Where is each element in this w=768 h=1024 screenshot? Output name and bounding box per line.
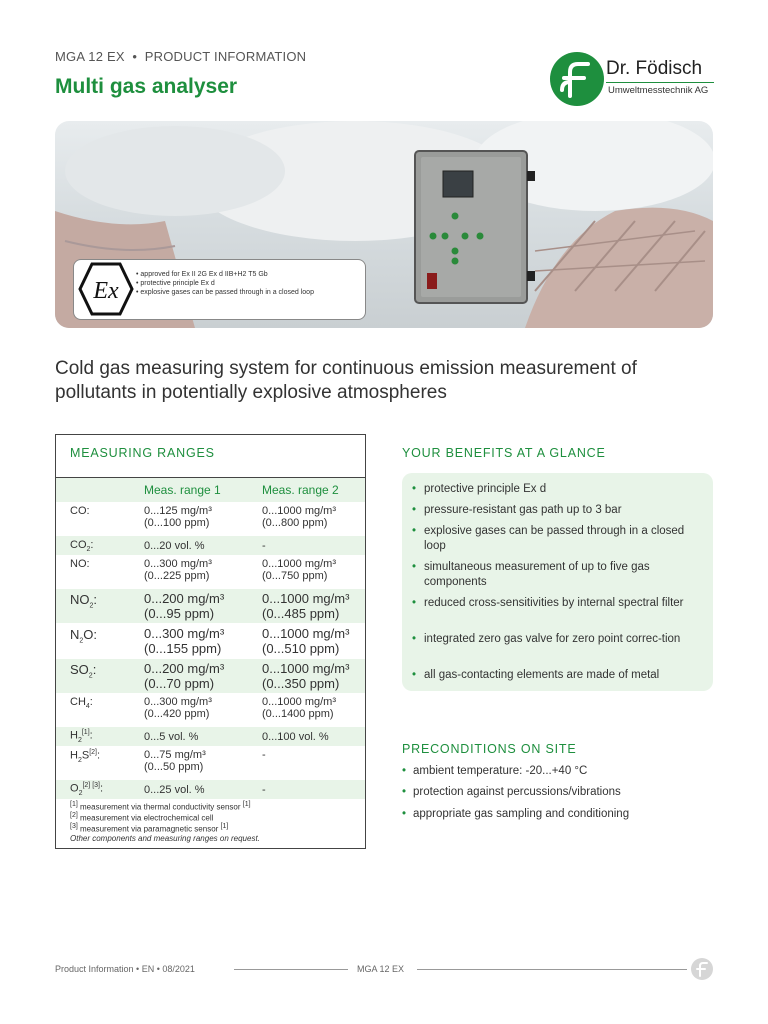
table-row: $O_2[2] [3]$: 0...25 vol. % -: [56, 780, 365, 799]
measuring-ranges-heading: MEASURING RANGES: [70, 446, 215, 460]
table-row: $H_2[1]$: 0...5 vol. % 0...100 vol. %: [56, 727, 365, 746]
precondition-item: • protection against percussions/vibrations: [402, 786, 621, 798]
logo-subtitle: Umweltmesstechnik AG: [608, 85, 709, 96]
ex-item: • explosive gases can be passed through in a closed loop: [136, 289, 314, 296]
ex-hexagon-icon: [78, 262, 134, 316]
precondition-item: • ambient temperature: -20...+40 °C: [402, 765, 588, 777]
footnote: [2] measurement via electrochemical cell: [70, 812, 214, 823]
logo-name: Dr. Födisch: [606, 58, 703, 79]
category: PRODUCT INFORMATION: [144, 49, 307, 64]
column-header-range2: Meas. range 2: [262, 483, 339, 497]
footer-logo-icon: [691, 958, 713, 980]
logo-rule: [606, 82, 714, 83]
table-row: $CH_4$: 0...300 mg/m³ (0...420 ppm) 0...1000 mg/m³ (0...1400 ppm): [70, 696, 336, 720]
footer-product: MGA 12 EX: [357, 964, 405, 974]
column-header-range1: Meas. range 1: [144, 483, 221, 497]
benefits-heading: YOUR BENEFITS AT A GLANCE: [402, 446, 606, 460]
benefit-item: • pressure-resistant gas path up to 3 bar: [412, 504, 622, 516]
preconditions-heading: PRECONDITIONS ON SITE: [402, 742, 577, 756]
table-row: $NO_2$: 0...200 mg/m³ (0...95 ppm) 0...1000 mg/m³ (0...485 ppm): [56, 589, 365, 623]
benefit-item: • simultaneous measurement of up to five gas components: [412, 561, 650, 588]
benefit-item: • integrated zero gas valve for zero point correc-tion: [412, 633, 681, 645]
table-row: CO: 0...125 mg/m³ (0...100 ppm) 0...1000 mg/m³ (0...800 ppm): [70, 505, 336, 529]
ex-certification-box: [73, 259, 366, 320]
table-row: $SO_2$: 0...200 mg/m³ (0...70 ppm) 0...1000 mg/m³ (0...350 ppm): [56, 659, 365, 693]
footnote: Other components and measuring ranges on request.: [70, 834, 260, 843]
table-row: $N_2O$: 0...300 mg/m³ (0...155 ppm) 0...1000 mg/m³ (0...510 ppm): [70, 626, 350, 656]
footer-info: Product Information • EN • 08/2021: [55, 964, 195, 974]
measuring-ranges-table: [55, 434, 366, 849]
page-title: Multi gas analyser: [55, 75, 238, 98]
benefit-item: • all gas-contacting elements are made of metal: [412, 669, 660, 681]
ex-item: • approved for Ex II 2G Ex d IIB+H2 T5 Gb: [136, 271, 268, 278]
benefits-box: [402, 473, 713, 691]
table-row: $H_2S[2]$: 0...75 mg/m³ (0...50 ppm) -: [70, 749, 266, 773]
table-header-row: [56, 477, 365, 502]
footer-rule: [234, 969, 348, 970]
footnote: [3] measurement via paramagnetic sensor [1]: [70, 823, 229, 834]
table-row: NO: 0...300 mg/m³ (0...225 ppm) 0...1000 mg/m³ (0...750 ppm): [70, 558, 336, 582]
footnote: [1] measurement via thermal conductivity sensor [1]: [70, 801, 251, 812]
header-line: [55, 49, 306, 64]
benefit-item: • explosive gases can be passed through in a closed loop: [412, 525, 685, 552]
ex-symbol: Ex: [93, 278, 119, 304]
benefit-item: • reduced cross-sensitivities by internal spectral filter: [412, 597, 684, 609]
precondition-item: • appropriate gas sampling and conditioning: [402, 808, 630, 820]
separator: •: [132, 49, 138, 64]
benefit-item: • protective principle Ex d: [412, 483, 547, 495]
lead-paragraph: Cold gas measuring system for continuous emission measurement of pollutants in potentially explosive atmospheres: [55, 358, 637, 403]
ex-item: • protective principle Ex d: [136, 280, 215, 287]
product-code: MGA 12 EX: [55, 49, 125, 64]
table-row: $CO_2$: 0...20 vol. % -: [56, 536, 365, 555]
footer-rule: [417, 969, 687, 970]
